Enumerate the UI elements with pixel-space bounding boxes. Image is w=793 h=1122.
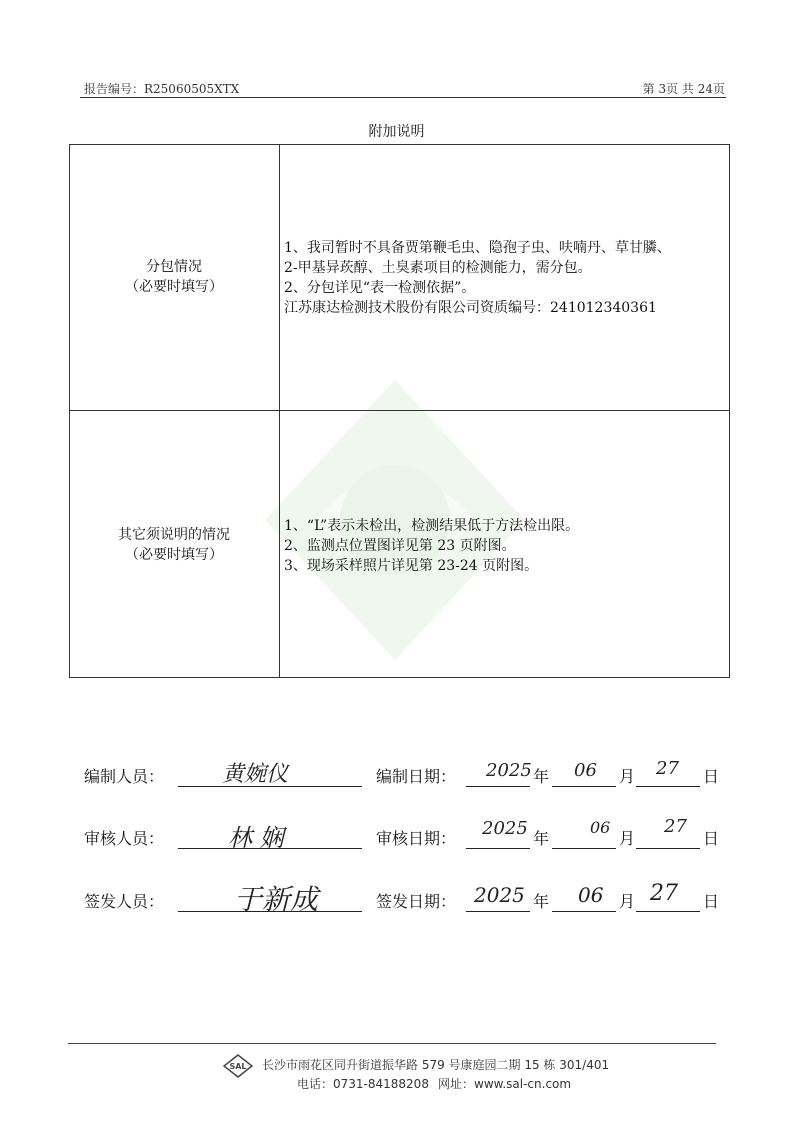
subcontract-label-title: 分包情况: [146, 259, 202, 275]
review-month: 06: [590, 818, 611, 837]
review-month-underline: [552, 848, 616, 849]
issuer-signature: 于新成: [234, 883, 319, 916]
preparer-signature: 黄婉仪: [222, 762, 289, 787]
review-year: 2025: [482, 818, 528, 839]
other-notes-label: [69, 525, 279, 565]
prepare-month-unit: 月: [619, 767, 636, 786]
prepare-day: 27: [656, 758, 679, 779]
subcontract-label-note: （必要时填写）: [125, 279, 223, 295]
review-month-unit: 月: [619, 829, 636, 848]
prepare-month-underline: [552, 786, 616, 787]
review-year-unit: 年: [533, 829, 550, 848]
issue-year-unit: 年: [533, 892, 550, 911]
issue-month-unit: 月: [619, 892, 636, 911]
subcontract-content: [284, 238, 726, 318]
issue-date-label: 签发日期：: [376, 892, 457, 911]
subcontract-line-1: 1、我司暂时不具备贾第鞭毛虫、隐孢子虫、呋喃丹、草甘膦、: [284, 240, 671, 256]
prepare-day-unit: 日: [703, 767, 720, 786]
subcontract-line-3: 2、分包详见“表一检测依据”。: [284, 280, 476, 296]
issue-month: 06: [578, 883, 604, 907]
footer-phone: 电话：0731-84188208: [297, 1077, 429, 1091]
issue-year-underline: [466, 911, 530, 912]
sal-logo-text: SAL: [229, 1062, 247, 1071]
table-column-divider: [279, 144, 280, 678]
prepare-day-underline: [636, 786, 700, 787]
review-date-label: 审核日期：: [376, 829, 457, 848]
issuer-underline: [178, 911, 362, 912]
reviewer-underline: [178, 848, 362, 849]
prepare-year-underline: [466, 786, 530, 787]
issue-day: 27: [650, 881, 678, 906]
subcontract-line-4: 江苏康达检测技术股份有限公司资质编号：241012340361: [284, 300, 657, 316]
other-notes-content: [284, 516, 726, 576]
header-divider: [80, 97, 726, 98]
preparer-label: 编制人员：: [84, 767, 165, 786]
footer-divider: [68, 1043, 716, 1044]
page-title: 附加说明: [368, 124, 425, 140]
review-year-underline: [466, 848, 530, 849]
other-notes-label-title: 其它须说明的情况: [118, 527, 230, 543]
issuer-label: 签发人员：: [84, 892, 165, 911]
footer-website: 网址：www.sal-cn.com: [438, 1077, 572, 1091]
review-day-unit: 日: [703, 829, 720, 848]
prepare-month: 06: [574, 760, 597, 781]
other-notes-line-3: 3、现场采样照片详见第 23-24 页附图。: [284, 558, 539, 574]
footer-address: 长沙市雨花区同升街道振华路 579 号康庭园二期 15 栋 301/401: [262, 1058, 610, 1072]
table-row-divider: [69, 410, 730, 411]
review-day: 27: [664, 816, 687, 837]
issue-month-underline: [552, 911, 616, 912]
other-notes-label-note: （必要时填写）: [125, 547, 223, 563]
subcontract-label: [69, 257, 279, 297]
other-notes-line-2: 2、监测点位置图详见第 23 页附图。: [284, 538, 516, 554]
prepare-year-unit: 年: [533, 767, 550, 786]
page-info: 第 3页 共 24页: [642, 82, 725, 96]
notes-table: [69, 144, 730, 678]
reviewer-signature: 林 娴: [228, 824, 284, 852]
preparer-underline: [178, 786, 362, 787]
review-day-underline: [636, 848, 700, 849]
issue-day-underline: [636, 911, 700, 912]
issue-day-unit: 日: [703, 892, 720, 911]
other-notes-line-1: 1、“L”表示未检出，检测结果低于方法检出限。: [284, 518, 580, 534]
prepare-year: 2025: [486, 760, 532, 781]
subcontract-line-2: 2-甲基异莰醇、土臭素项目的检测能力，需分包。: [284, 260, 592, 276]
report-number: 报告编号：R25060505XTX: [84, 82, 240, 96]
issue-year: 2025: [474, 883, 525, 907]
prepare-date-label: 编制日期：: [376, 767, 457, 786]
sal-logo: [223, 1054, 253, 1078]
reviewer-label: 审核人员：: [84, 829, 165, 848]
